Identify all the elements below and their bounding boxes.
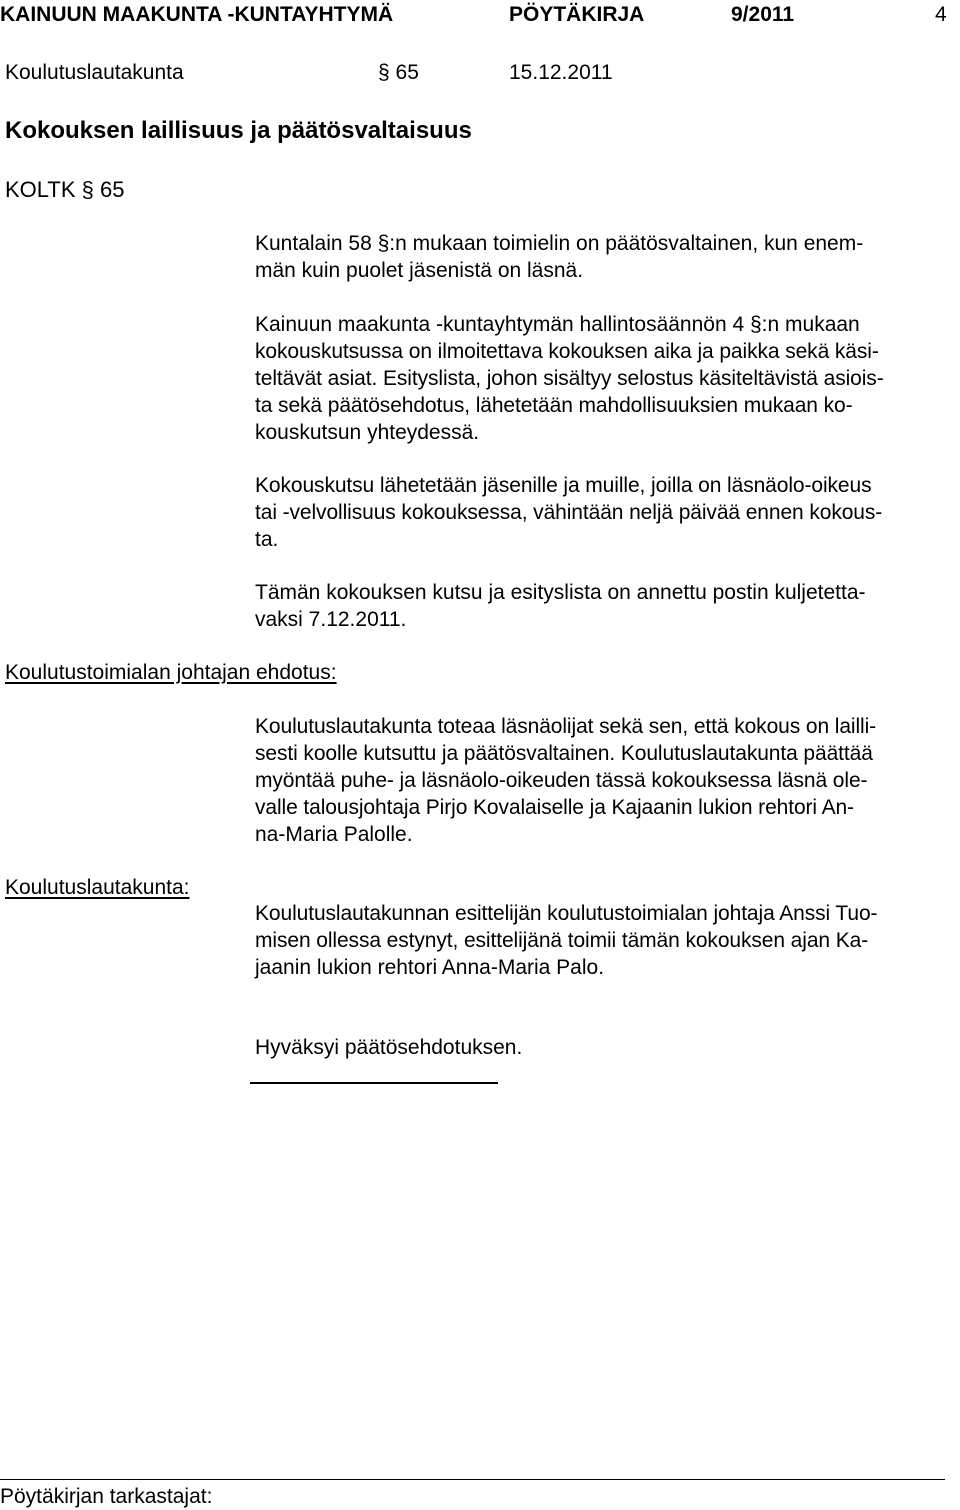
text-line: tai -velvollisuus kokouksessa, vähintään neljä päivää ennen kokous- [255,501,883,524]
text-line: Kuntalain 58 §:n mukaan toimielin on päätösvaltainen, kun enem- [255,232,864,255]
footer-checkers: Pöytäkirjan tarkastajat: [0,1485,213,1508]
text-line: kouskutsun yhteydessä. [255,421,480,444]
text-line: Kokouskutsu lähetetään jäsenille ja muille, joilla on läsnäolo-oikeus [255,474,872,497]
page-title: Kokouksen laillisuus ja päätösvaltaisuus [5,117,472,144]
paragraph-invitation-sent [255,579,955,633]
text-line: na-Maria Palolle. [255,823,413,846]
text-line: Kainuun maakunta -kuntayhtymän hallintosäännön 4 §:n mukaan [255,313,860,336]
paragraph-decision [255,1034,955,1061]
text-line: kokouskutsussa on ilmoitettava kokouksen aika ja paikka sekä käsi- [255,340,879,363]
header-page-number: 4 [935,3,947,26]
text-line: Koulutuslautakunta toteaa läsnäolijat sekä sen, että kokous on lailli- [255,715,877,738]
subheader-section: § 65 [378,61,419,84]
header-doc-type: PÖYTÄKIRJA [509,3,645,26]
text-line: sesti koolle kutsuttu ja päätösvaltainen. Koulutuslautakunta päättää [255,742,873,765]
proposal-label: Koulutustoimialan johtajan ehdotus: [5,661,337,684]
paragraph-invitation-delivery [255,472,955,553]
text-line: vaksi 7.12.2011. [255,608,407,631]
text-line: Hyväksyi päätösehdotuksen. [255,1036,523,1059]
text-line: valle talousjohtaja Pirjo Kovalaiselle ja Kajaanin lukion rehtori An- [255,796,854,819]
text-line: misen ollessa estynyt, esittelijänä toimii tämän kokouksen ajan Ka- [255,929,869,952]
paragraph-proposal [255,713,955,848]
decision-label: Koulutuslautakunta: [5,876,190,899]
text-line: myöntää puhe- ja läsnäolo-oikeuden tässä kokouksessa läsnä ole- [255,769,868,792]
footer-rule [0,1479,945,1480]
paragraph-invitation-rule [255,311,955,446]
header-doc-number: 9/2011 [731,3,795,26]
text-line: Koulutuslautakunnan esittelijän koulutustoimialan johtaja Anssi Tuo- [255,902,878,925]
subheader-date: 15.12.2011 [509,61,613,84]
text-line: ta sekä päätösehdotus, lähetetään mahdollisuuksien mukaan ko- [255,394,853,417]
paragraph-quorum-rule [255,230,955,284]
text-line: jaanin lukion rehtori Anna-Maria Palo. [255,956,605,979]
case-id: KOLTK § 65 [5,177,125,202]
decision-rule [250,1082,498,1084]
text-line: Tämän kokouksen kutsu ja esityslista on annettu postin kuljetetta- [255,581,866,604]
paragraph-presenter [255,900,955,981]
subheader-body: Koulutuslautakunta [5,61,184,84]
text-line: män kuin puolet jäsenistä on läsnä. [255,259,584,282]
text-line: ta. [255,528,279,551]
header-organization: KAINUUN MAAKUNTA -KUNTAYHTYMÄ [0,3,394,26]
text-line: teltävät asiat. Esityslista, johon sisältyy selostus käsiteltävistä asiois- [255,367,884,390]
